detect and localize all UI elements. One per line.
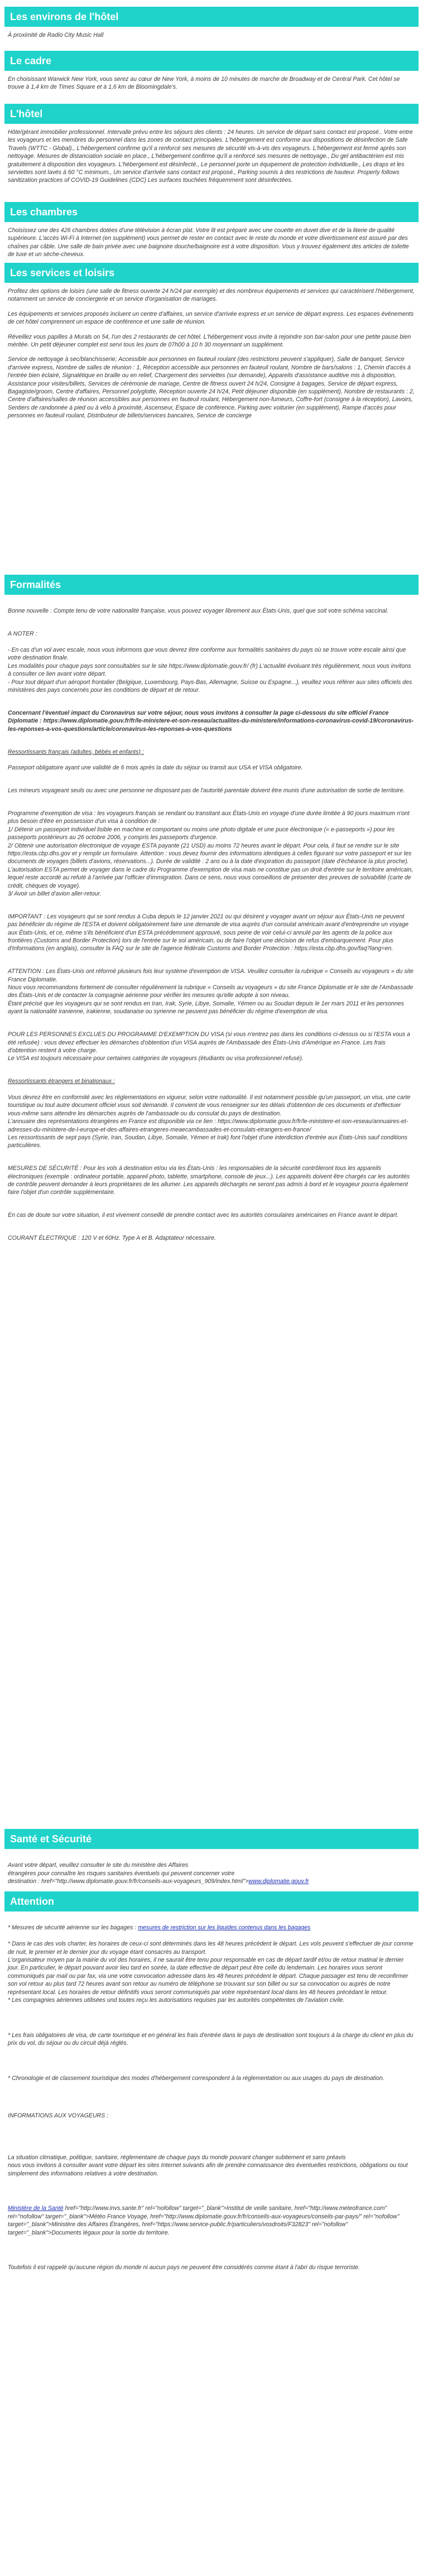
ressortissants-heading: Ressortissants français (adultes, bébés et enfants) :: [8, 748, 144, 755]
section-attention: [4, 1891, 419, 2286]
section-formalites: [4, 575, 419, 1257]
section-title: Santé et Sécurité: [4, 1829, 419, 1849]
paragraph: À proximité de Radio City Music Hall: [8, 32, 104, 38]
diplomatie-link[interactable]: www.diplomatie.gouv.fr: [248, 1878, 309, 1885]
paragraph: En choisissant Warwick New York, vous serez au cœur de New York, à moins de 10 minutes de marche de Broadway et de Central Park. Cet hôtel se trouve à 1,4 km de Times Square et à 1,6 km de Bloomingdale's.: [8, 76, 400, 91]
paragraph: Profitez des options de loisirs (une salle de fitness ouverte 24 h/24 par exemple) et des nombreux équipements et services qui caractérisent l'hébergement, notamment un service de conciergerie et un service d'organisation de mariages.: [8, 288, 415, 303]
section-hotel: [4, 104, 419, 191]
esta-text: Programme d'exemption de visa : les voyageurs français se rendant ou transitant aux États-Unis en voyage d'une durée limitée à 90 jours maximum n'ont plus besoin d'être en possession d'un visa à condition de : 1/ Détenir un passeport individuel lisible en machine et comportant ou moins une photo digitale et une puce électronique (« e-passeports ») pour les passeports postérieurs au 26 octobre 2006, y compris les passeports d'urgence. 2/ Obtenir une autorisation électronique de voyage ESTA payante (21 USD) au moins 72 heures avant le départ. Pour cela, il faut se rendre sur le site https://esta.cbp.dhs.gov et y remplir un formulaire. Attention : vous devez fournir des informations identiques à celles figurant sur votre passeport et sur les documents de voyages (billets d'avions, réservations...). Durée de validité : 2 ans ou à la date d'expiration du passeport (date d'échéance la plus proche). L'autorisation ESTA permet de voyager dans le cadre du Programme d'exemption de visa mais ne constitue pas un droit d'entrée sur le territoire américain, lequel reste accordé au refuté à l'arrivée par l'officier d'immigration. Dans ce sens, nous vous conseillons de présenter des preuves de solvabilité (carte de crédit, chèques de voyage). 3/ Avoir un billet d'avion aller-retour.: [8, 810, 414, 897]
terror-text: Toutefois il est rappelé qu'aucune région du monde ni aucun pays ne peuvent être considérés comme étant à l'abri du risque terroriste.: [8, 2264, 360, 2271]
paragraph: Les équipements et services proposés incluent un centre d'affaires, un service d'arrivée express et un service de départ express. Les espaces événements de cet hôtel comprennent un espace de conférence et une salle de réunion.: [8, 310, 414, 326]
section-title: Attention: [4, 1891, 419, 1911]
foreigners-heading: Ressortissants étrangers et binationaux :: [8, 1078, 115, 1085]
section-sante: [4, 1829, 419, 1900]
passport-text: Passeport obligatoire ayant une validité de 6 mois après la date du séjour ou transit aux USA et VISA obligatoire.: [8, 764, 303, 772]
paragraph: Hôte/gérant immobilier professionnel. Intervalle prévu entre les séjours des clients : 24 heures. Un service de départ sans contact est proposé.. Votre entre les voyageurs et les membres du personnel dans les zones de contact principales. L'hébergement est conforme aux dispositions de désinfection de Safe Travels (WTTC - Global)., L'hébergement confirme qu'il a renforcé ses mesures de sécurité vis-à-vis des voyageurs. L'hébergement est fermé après son nettoyage. Mesures de distanciation sociale en place., L'hébergement confirme qu'il a renforcé ses mesures de nettoyage., Du gel antibactérien est mis gratuitement à disposition des voyageurs. L'hébergement est désinfecté., Le personnel porte un équipement de protection individuelle., Les draps et les serviettes sont lavés à 60 °C minimum., Un service d'arrivée sans contact est proposé., Parking soumis à des restrictions de hauteur. Property follows sanitization practices of COVID-19 Guidelines (CDC) Les surfaces touchées fréquemment sont désinfectées.: [8, 129, 413, 184]
foreigners-text: Vous devrez être en conformité avec les réglementations en vigueur, selon votre nationalité. Il est notamment possible qu'un passeport, un visa, une carte touristique ou tout autre document officiel vous soit demandé. Il convient de vous renseigner sur les délais d'obtention de ces documents et d'effectuer vous-même sans attendre les démarches auprès de l'ambassade ou du consulat du pays de destination. L'annuaire des représentations étrangères en France est disponible via ce lien : https://www.diplomatie.gouv.fr/fr/le-ministere-et-son-reseau/annuaires-et-adresses-du-ministere-de-l-europe-et-des-affaires-etrangeres-meaecambassades-et-consulats-etrangers-en-france/ Les ressortissants de sept pays (Syrie, Iran, Soudan, Libye, Somalie, Yémen et Irak) font l'objet d'une interdiction d'entrée aux États-Unis sauf conditions particulières.: [8, 1094, 411, 1149]
excluded-text: POUR LES PERSONNES EXCLUES DU PROGRAMME D'EXEMPTION DU VISA (si vous n'entrez pas dans les conditions ci-dessus ou si l'ESTA vous a été refusée) : vous devez effectuer les démarches d'obtention d'un VISA auprès de l'Ambassade des États-Unis d'Amérique en France. Les frais d'obtention restent à votre charge. Le VISA est toujours nécessaire pour certaines catégories de voyageurs (étudiants ou visa professionnel refusé).: [8, 1031, 410, 1062]
charter-text: * Dans le cas des vols charter, les horaires de ceux-ci sont déterminés dans les 48 heures précédent le départ. Les vols peuvent s'effectuer de jour comme de nuit, le premier et le dernier jour du voyage étant consacrés au transport. L'organisateur moyen par la mairie du vol des horaires, il ne saurait être tenu pour responsable en cas de départ tardif et/ou de retour matinal le dernier jour. En particulier, le départ pouvant avoir lieu tard en soirée, la date effective de départ peut être celle du lendemain. Les horaires vous seront communiqués par mail ou par fax, via une votre convocation adressée dans les 48 heures précédent le départ. Chaque passager est tenu de reconfirmer son vol retour au plus tard 72 heures avant son retour au numéro de téléphone se trouvant sur son billet ou sur sa convocation ou auprès de notre représentant local. Les horaires de retour définitifs vous seront communiqués par votre représentant local dans les 48 heures précédant le retour. * Les compagnies aériennes utilisées und toutes reçu les autorisations requises par les autorités compétentes de l'aviation civile.: [8, 1941, 414, 2004]
section-cadre: [4, 51, 419, 98]
section-chambres: [4, 202, 419, 266]
health-text: Avant votre départ, veuillez consulter le site du ministère des Affaires étrangères pour connaître les risques sanitaires éventuels qui peuvent concerner votre destination : href="http://www.diplomatie.gouv.fr/fr/conseils-aux-voyageurs_909/index.html">: [8, 1862, 249, 1885]
section-title: Les environs de l'hôtel: [4, 7, 419, 27]
luggage-text: [8, 1924, 415, 1932]
section-title: L'hôtel: [4, 104, 419, 124]
classification-text: * Chronologie et de classement touristique des modes d'hébergement correspondent à la réglementation ou aux usages du pays de destination.: [8, 2075, 384, 2082]
section-title: Formalités: [4, 575, 419, 595]
liquids-link[interactable]: mesures de restriction sur les liquides contenus dans les bagages: [138, 1924, 311, 1932]
sante-link[interactable]: Ministère de la Santé: [8, 2205, 64, 2212]
paragraph: Service de nettoyage à sec/blanchisserie; Accessible aux personnes en fauteuil roulant (des restrictions peuvent s'appliquer), Salle de banquet, Service d'arrivée express, Nombre de salles de réunion : 1, Réception accessible aux personnes en fauteuil roulant, Nombre de bars/salons : 1, Chemin d'accès à l'entrée bien éclairé, Signalétique en braille ou en relief, Chargement des serviettes (sur demande), Appareils d'assistance auditive mis à disposition, Assistance pour visites/billets, Services de cérémonie de mariage, Centre de fitness ouvert 24 h/24, Consigne à bagages, Service de départ express, Bagagiste/groom, Centre d'affaires, Personnel polyglotte, Réception ouverte 24 h/24, Petit déjeuner disponible (en supplément), Nombre de restaurants : 2, Centre d'affaires/salles de réunion accessibles aux personnes en fauteuil roulant, Hébergement non-fumeurs, Coffre-fort (consigne à la réception), Lavoirs, Sentiers de randonnée à pied ou à vélo à proximité, Ascenseur, Espace de conférence, Parking avec voiturier (en supplément), Rampe d'accès pour personnes en fauteuil roulant, Distributeur de billets/services bancaires, Service de concierge: [8, 356, 415, 420]
fees-text: * Les frais obligatoires de visa, de carte touristique et en général les frais d'entrée dans le pays de destination sont toujours à la charge du client en plus du prix du vol, du séjour ou du circuit déjà réglés.: [8, 2031, 414, 2047]
electric-text: COURANT ÉLECTRIQUE : 120 V et 60Hz. Type A et B. Adaptateur nécessaire.: [8, 1235, 217, 1242]
important-text: IMPORTANT : Les voyageurs qui se sont rendus à Cuba depuis le 12 janvier 2021 ou qui désirent y voyager avant un séjour aux États-Unis ne peuvent pas bénéficier du régime de l'ESTA et doivent obligatoirement faire une demande de visa auprès d'un consulat américain avant d'entreprendre un voyage aux États-Unis, et ce, même s'ils bénéficient d'un ESTA précédemment approuvé, sous peine de voir celui-ci annulé par les agents de la police aux frontières (Customs and Border Protection) lors de l'entrée sur le sol américain, ou de faire l'objet une décision de refus d'embarquement. Pour plus d'informations (en anglais), consulter la FAQ sur le site de l'agence fédérale Customs and Border Protection : https://esta.cbp.dhs.gov/faq?lang=en.: [8, 913, 409, 952]
intro-text: Bonne nouvelle : Compte tenu de votre nationalité française, vous pouvez voyager librement aux États-Unis, quel que soit votre schéma vaccinal.: [8, 608, 388, 615]
section-services: [4, 263, 419, 427]
doubt-text: En cas de doute sur votre situation, il est vivement conseillé de prendre contact avec les autorités consulaires américaines en France avant le départ.: [8, 1212, 399, 1219]
links-rest: href="http://www.invs.sante.fr" rel="nofollow" target="_blank">Institut de veille sanitaire, href="http://www.meteofrance.com" rel="nofollow" target="_blank">Météo France Voyage, href="http://www.diplomatie.gouv.fr/fr/conseils-aux-voyageurs/conseils-par-pays/" rel="nofollow" target="_blank">Ministère des Affaires Étrangères, href="https://www.service-public.fr/particuliers/vosdroits/F32823" rel="nofollow" target="_blank">Documents légaux pour la sortie du territoire.: [8, 2205, 400, 2236]
paragraph: Choisissez une des 426 chambres dotées d'une télévision à écran plat. Votre lit est préparé avec une couette en duvet dive et de la literie de qualité supérieure. L'accès Wi-Fi à Internet (en supplément) vous permet de rester en contact avec le reste du monde et votre divertissement est assuré par des chaînes par câble. Une salle de bain privée avec une baignoire douche/baignoire est à votre disposition. Vous y trouvez également des articles de toilette de luxe et un sèche-cheveux.: [8, 227, 409, 258]
section-title: Les chambres: [4, 202, 419, 222]
coronavirus-notice: Concernant l'éventuel impact du Coronavirus sur votre séjour, nous vous invitons à consulter la page ci-dessous du site officiel France Diplomatie : https://www.diplomatie.gouv.fr/fr/le-ministere-et-son-reseau/actualites-du-ministere/informations-coronavirus-covid-19/coronavirus-les-reponses-a-vos-questions/article/coronavirus-les-reponses-a-vos-questions: [8, 709, 414, 733]
section-title: Les services et loisirs: [4, 263, 419, 283]
section-environs: [4, 7, 419, 46]
luggage-label: * Mesures de sécurité aérienne sur les bagages :: [8, 1924, 138, 1932]
note-heading: A NOTER :: [8, 630, 37, 638]
info-text: La situation climatique, politique, sanitaire, réglementaire de chaque pays du monde pouvant changer subitement et sans préavis nous vous invitons à consulter avant votre départ les sites Internet suivants afin de prendre connaissance des éventuelles restrictions, obligations ou tout simplement des informations relatives à votre destination.: [8, 2154, 408, 2177]
paragraph: Réveillez vous papilles à Murals on 54, l'un des 2 restaurants de cet hôtel. L'hébergement vous invite à rejoindre son bar-salon pour une petite pause bien méritée. Un petit déjeuner complet est servi tous les jours de 07h00 à 10 h 30 moyennant un supplément.: [8, 333, 411, 349]
attention-text: ATTENTION : Les États-Unis ont réformé plusieurs fois leur système d'exemption de VISA. Veuillez consulter la rubrique « Conseils au voyageurs » du site France Diplomatie. Nous vous recommandons fortement de consulter régulièrement la rubrique « Conseils au voyageurs » du site France Diplomatie et le site de l'Ambassade des États-Unis et de contacter la compagnie aérienne pour vérifier les mesures qu'elle adopte à son niveau. Étant précisé que les voyageurs qui se sont rendus en Iran, Irak, Syrie, Libye, Somalie, Yémen ou au Soudan depuis le 1er mars 2011 et les personnes ayant la nationalité iranienne, irakienne, soudanaise ou syrienne ne peuvent pas bénéficier du régime d'exemption de visa.: [8, 968, 414, 1015]
section-title: Le cadre: [4, 51, 419, 71]
paragraph: [8, 1861, 415, 1885]
security-text: MESURES DE SÉCURITÉ : Pour les vols à destination et/ou via les États-Unis : les responsables de la sécurité contrôleront tous les appareils électroniques (exemple : ordinateur portable, appareil photo, tablette, smartphone, console de jeux...). Les appareils doivent être chargés car les autorités de contrôle peuvent demander à leurs propriétaires de les allumer. Les appareils déchargés ne seront pas admis à bord et le voyageur pourra également faire l'objet d'un contrôle supplémentaire.: [8, 1165, 410, 1196]
info-heading: INFORMATIONS AUX VOYAGEURS :: [8, 2112, 109, 2119]
notes-text: - En cas d'un vol avec escale, nous vous informons que vous devrez être conforme aux formalités sanitaires du pays où se trouve votre escale ainsi que votre destination finale. Les modalités pour chaque pays sont consultables sur le site https://www.diplomatie.gouv.fr/ (fr) L'actualité évoluant très régulièrement, nous vous invitons à consulter ce lien avant votre départ. - Pour tout départ d'un aéroport frontalier (Belgique, Luxembourg, Pays-Bas, Allemagne, Suisse ou Espagne...), veuillez vous référer aux sites officiels des ministères des pays concernés pour les conditions de départ et de retour.: [8, 647, 412, 694]
links-text: [8, 2204, 415, 2237]
minors-text: Les mineurs voyageant seuls ou avec une personne ne disposant pas de l'autorité parentale doivent être munis d'une autorisation de sortie de territoire.: [8, 787, 405, 795]
